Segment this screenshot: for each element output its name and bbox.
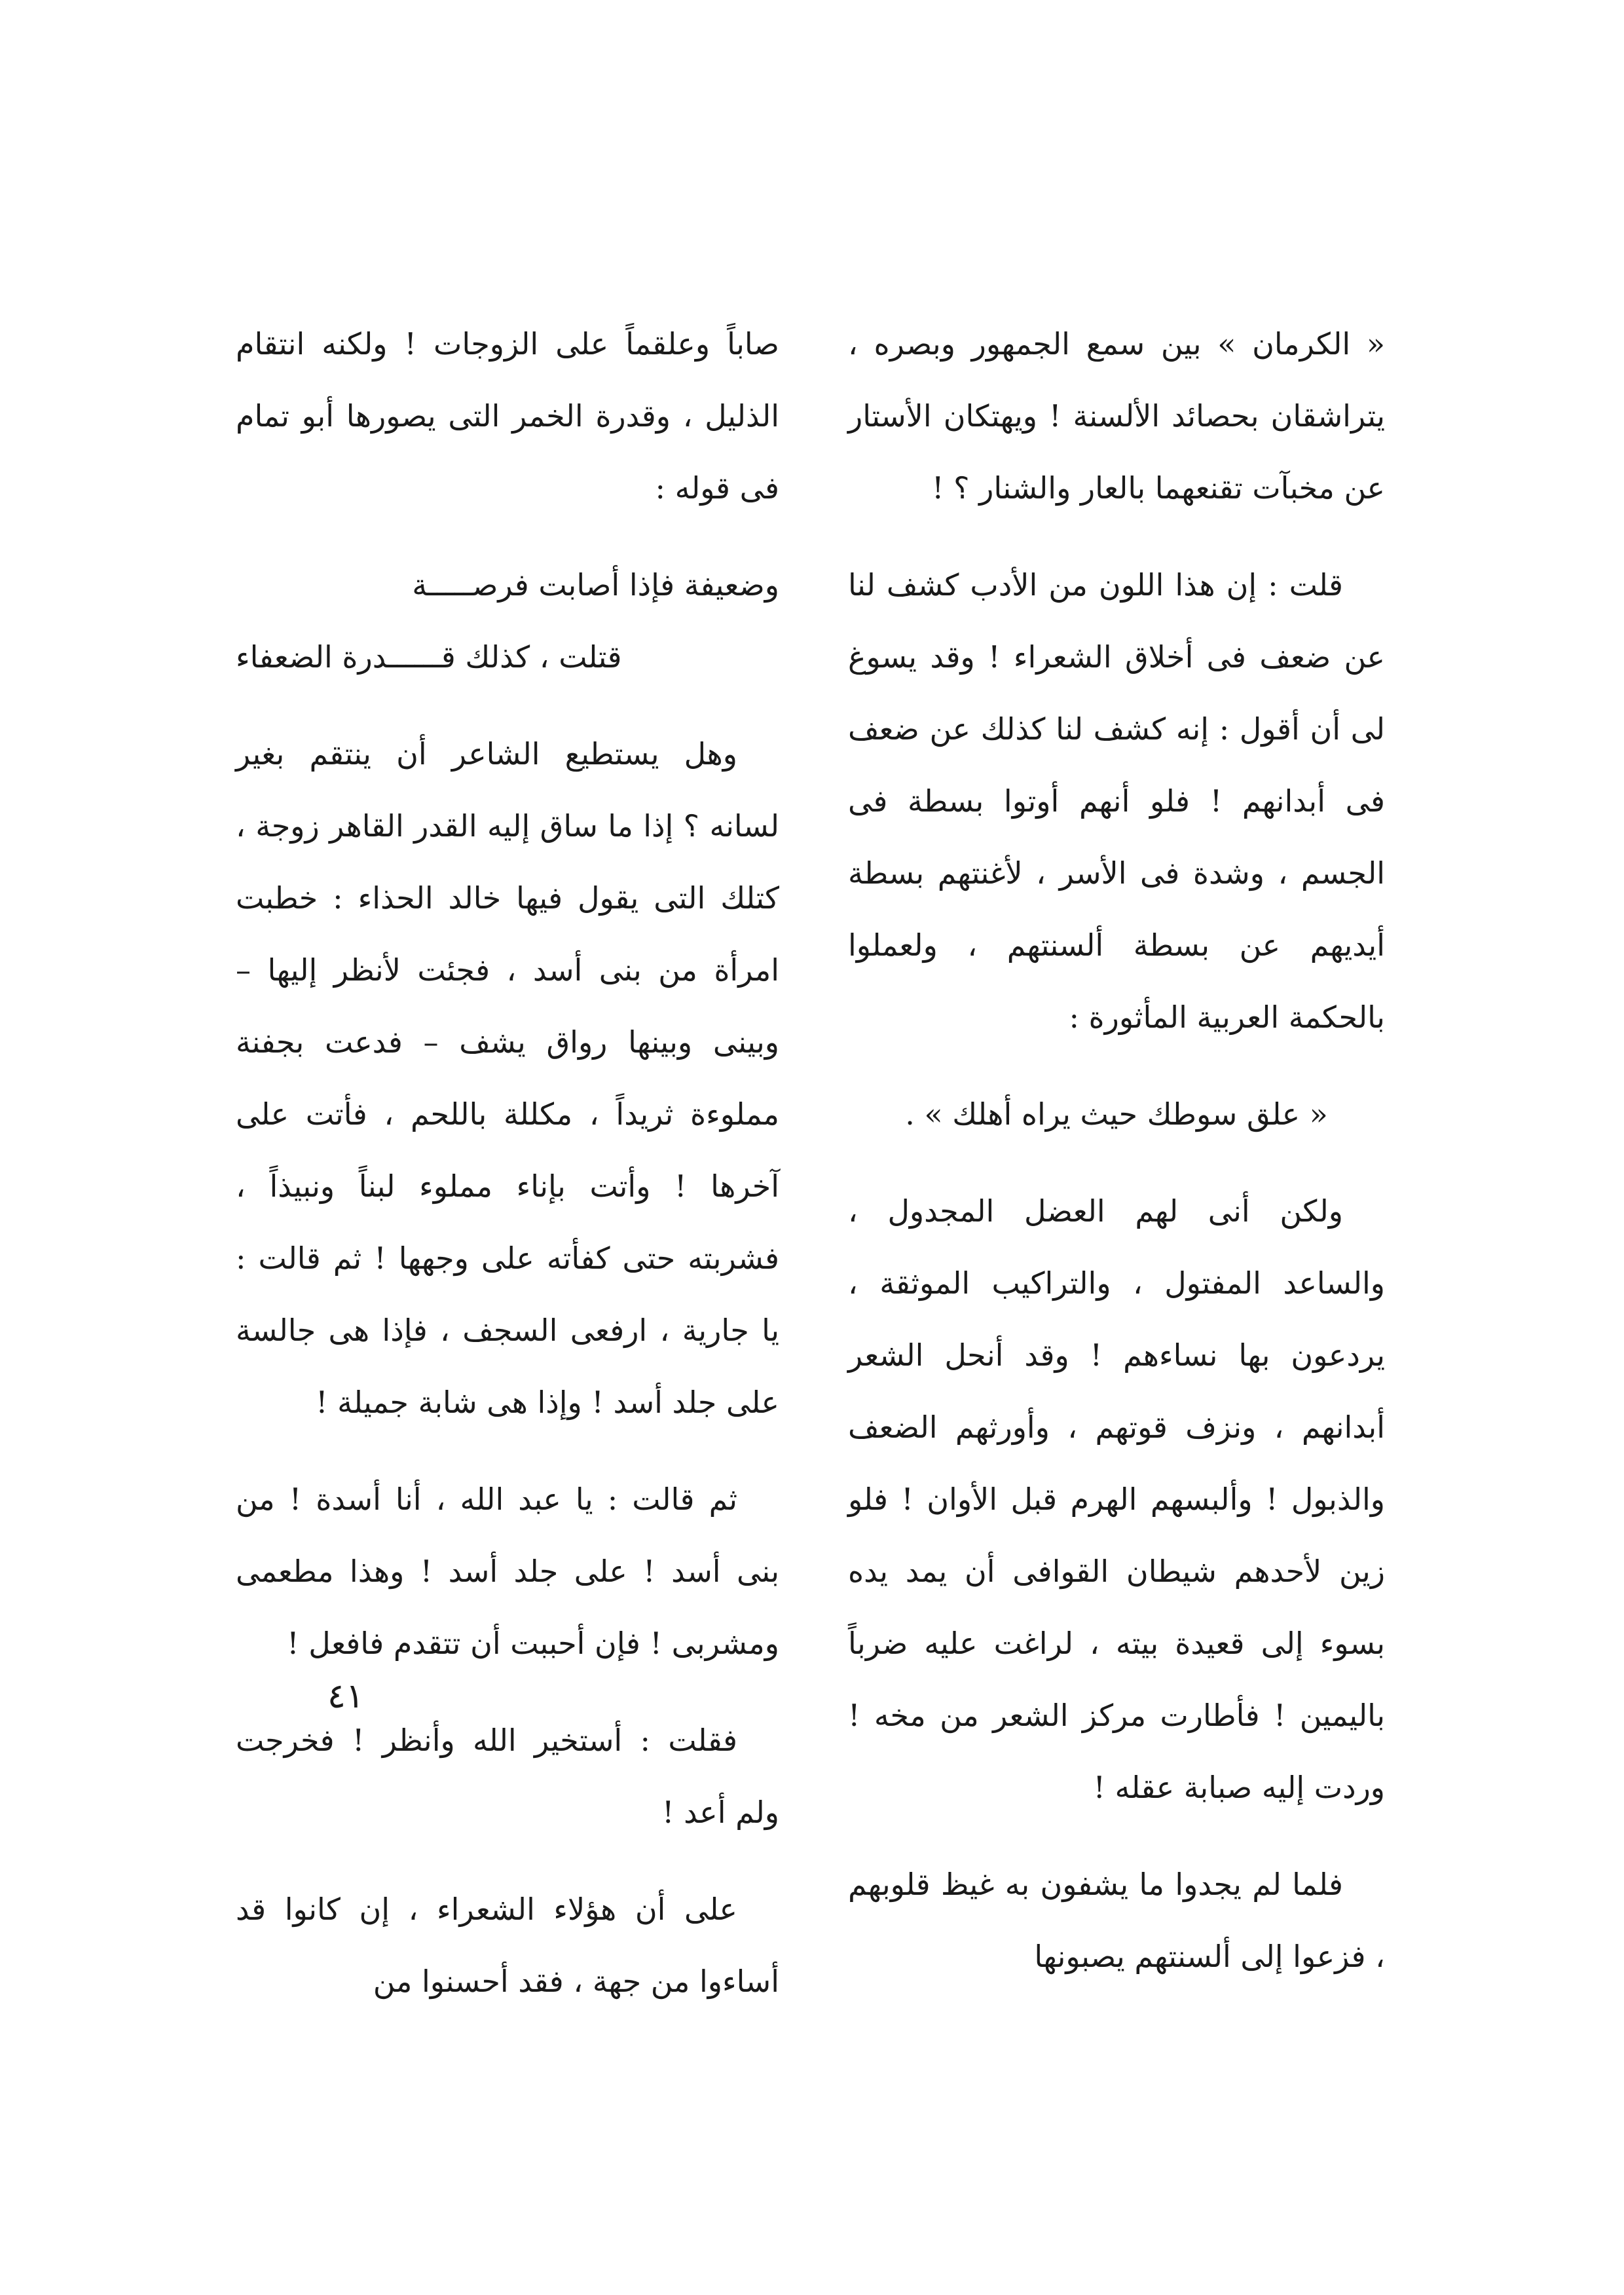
paragraph: ثم قالت : يا عبد الله ، أنا أسدة ! من بنى أسد ! على جلد أسد ! وهذا مطعمى ومشربى ! فإن أحببت أن تتقدم فافعل ! xyxy=(236,1482,779,1661)
paragraph: ولكن أنى لهم العضل المجدول ، والساعد المفتول ، والتراكيب الموثقة ، يردعون بها نساءهم ! وقد أنحل الشعر أبدانهم ، ونزف قوتهم ، وأورثهم الضعف والذبول ! وألبسهم الهرم قبل الأوان ! فلو زين لأحدهم شيطان القوافى أن يمد يده بسوء إلى قعيدة بيته ، لراغت عليه ضرباً باليمين ! فأطارت مركز الشعر من مخه ! وردت إليه صبابة عقله ! xyxy=(848,1193,1385,1805)
paragraph: وهل يستطيع الشاعر أن ينتقم بغير لسانه ؟ إذا ما ساق إليه القدر القاهر زوجة ، كتلك التى يقول فيها خالد الحذاء : خطبت امرأة من بنى أسد ، فجئت لأنظر إليها – وبينى وبينها رواق يشف – فدعت بجفنة مملوءة ثريداً ، مكللة باللحم ، فأتت على آخرها ! وأتت بإناء مملوء لبناً ونبيذاً ، فشربته حتى كفأته على وجهها ! ثم قالت : يا جارية ، ارفعى السجف ، فإذا هى جالسة على جلد أسد ! وإذا هى شابة جميلة ! xyxy=(236,736,779,1420)
paragraph: فلما لم يجدوا ما يشفون به غيظ قلوبهم ، فزعوا إلى ألسنتهم يصبونها xyxy=(848,1867,1385,1974)
paragraph: قلت : إن هذا اللون من الأدب كشف لنا عن ضعف فى أخلاق الشعراء ! وقد يسوغ لى أن أقول : إنه كشف لنا كذلك عن ضعف فى أبدانهم ! فلو أنهم أوتوا بسطة فى الجسم ، وشدة فى الأسر ، لأغنتهم بسطة أيديهم عن بسطة ألسنتهم ، ولعملوا بالحكمة العربية المأثورة : xyxy=(848,567,1385,1035)
right-column xyxy=(848,308,1385,2017)
left-column xyxy=(236,308,779,2042)
verse-first-hemistich: وضعيفة فإذا أصابت فرصـــــة xyxy=(412,567,779,603)
paragraph: « الكرمان » بين سمع الجمهور وبصره ، يتراشقان بحصائد الألسنة ! ويهتكان الأستار عن مخبآت تقنعهما بالعار والشنار ؟ ! xyxy=(848,326,1385,506)
proverb-quote: « علق سوطك حيث يراه أهلك » . xyxy=(905,1096,1328,1132)
paragraph: على أن هؤلاء الشعراء ، إن كانوا قد أساءوا من جهة ، فقد أحسنوا من xyxy=(236,1892,779,1999)
page-number: ٤١ xyxy=(327,1677,364,1716)
paragraph: صاباً وعلقماً على الزوجات ! ولكنه انتقام الذليل ، وقدرة الخمر التى يصورها أبو تمام فى قوله : xyxy=(236,326,779,506)
verse-second-hemistich: قتلت ، كذلك قــــــدرة الضعفاء xyxy=(236,639,622,675)
paragraph: فقلت : أستخير الله وأنظر ! فخرجت ولم أعد ! xyxy=(236,1723,779,1830)
